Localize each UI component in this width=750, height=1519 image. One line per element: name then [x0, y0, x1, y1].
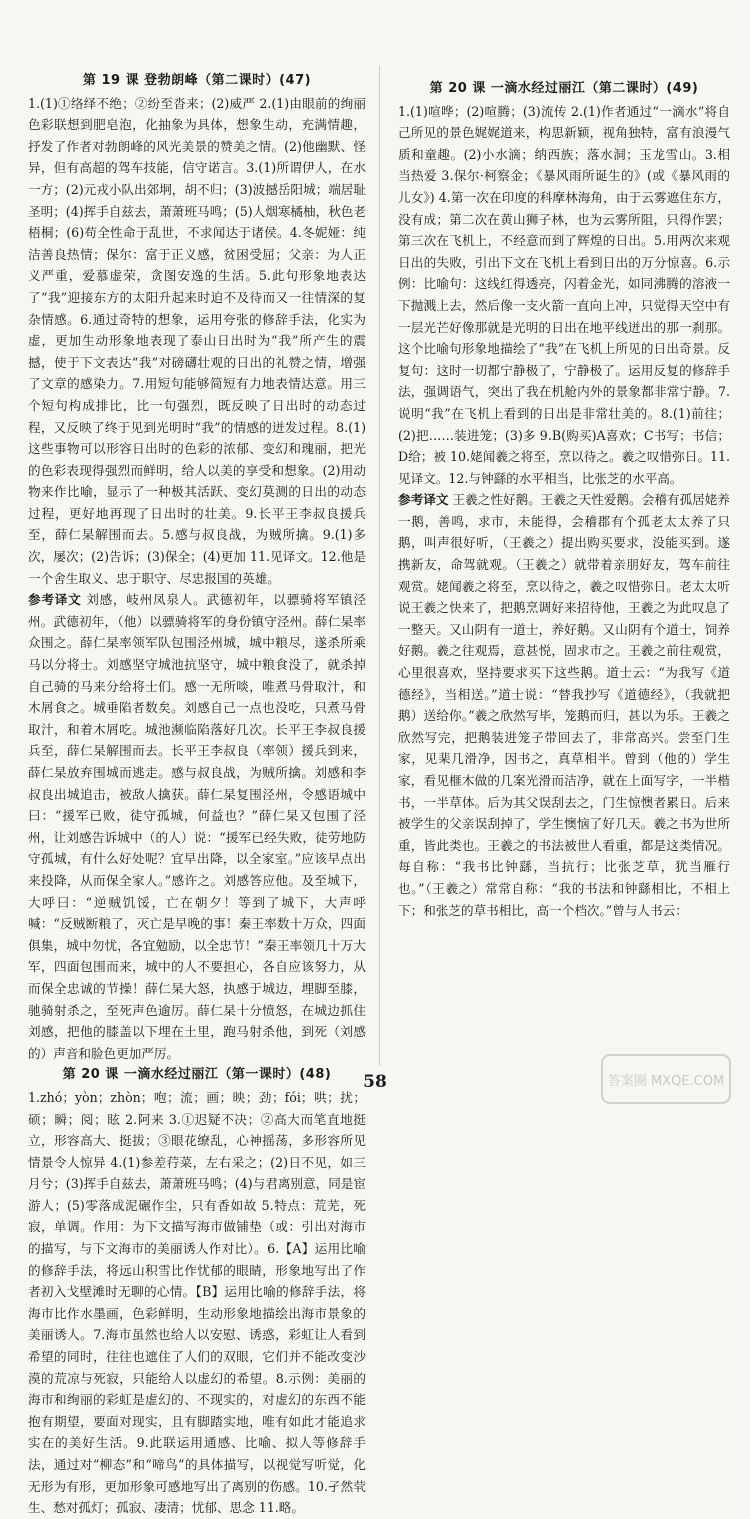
page-number: 58 [363, 1072, 387, 1092]
answer-paragraph [28, 1087, 366, 1519]
paragraph-text: 刘感，岐州凤泉人。武德初年，以骠骑将军镇泾州。武德初年，（他）以骠骑将军的身份镇守泾州。薛仁杲率众围之。薛仁杲率领军队包围泾州城，城中粮尽，遂杀所乘马以分将士。刘感坚守城池抗坚守，城中粮食没了，就杀掉自己骑的马来分给将士们。感一无所啖，唯煮马骨取汁，和木屑食之。城垂陷者数矣。刘感自己一点也没吃，只煮马骨取汁，和着木屑吃。城池濒临陷落好几次。长平王李叔良援兵至，薛仁杲解围而去。长平王李叔良（率领）援兵到来，薛仁杲放弃围城而逃走。感与叔良战，为贼所擒。刘感和李叔良出城追击，被敌人擒获。薛仁杲复围泾州，令感语城中曰：“援军已败，徒守孤城，何益也？”薛仁杲又包围了泾州，让刘感告诉城中（的人）说：“援军已经失败，徒劳地防守孤城，有什么好处呢？宜早出降，以全家室。”应该早点出来投降，从而保全家人。”感许之。刘感答应他。及至城下，大呼曰：“逆贼饥馁，亡在朝夕！等到了城下，大声呼喊：“反贼断粮了，灭亡是早晚的事！秦王率数十万众，四面俱集，城中勿忧，各宜勉励，以全忠节！”秦王率领几十万大军，四面包围而来，城中的人不要担心，各自应该努力，从而保全忠诚的节操！薛仁杲大怒，执感于城边，埋脚至膝，驰骑射杀之，至死声色逾厉。薛仁杲十分愤怒，在城边抓住刘感，把他的膝盖以下埋在土里，跑马射杀他，到死（刘感的）声音和脸色更加严厉。 [28, 592, 366, 1061]
paragraph-text: 王羲之性好鹅。王羲之天性爱鹅。会稽有孤居姥养一鹅，善鸣，求市，未能得，会稽郡有个孤老太太养了只鹅，叫声很好听，（王羲之）提出购买要求，没能买到。遂携新友，命驾就观。（王羲之）就带着亲朋好友，驾车前往观赏。姥闻羲之将至，烹以待之，羲之叹惜弥日。老太太听说王羲之快来了，把鹅烹调好来招待他，王羲之为此叹息了一整天。又山阴有一道士，养好鹅。又山阴有个道士，饲养好鹅。羲之往观焉，意甚悦，固求市之。王羲之前往观赏，心里很喜欢，坚持要求买下这些鹅。道士云：“为我写《道德经》，当相送。”道士说：“替我抄写《道德经》，（我就把鹅）送给你。”羲之欣然写毕，笼鹅而归，甚以为乐。王羲之欣然写完，把鹅装进笼子带回去了，非常高兴。尝至门生家，见棐几滑净，因书之，真草相半。曾到（他的）学生家，看见榧木做的几案光滑而洁净，就在上面写字，一半楷书，一半草体。后为其父误刮去之，门生惊懊者累日。后来被学生的父亲误刮掉了，学生懊恼了好几天。羲之书为世所重，皆此类也。王羲之的书法被世人看重，都是这类情况。每自称：“我书比钟繇，当抗行；比张芝草，犹当雁行也。”（王羲之）常常自称：“我的书法和钟繇相比，不相上下；和张芝的草书相比，高一个档次。”曾与人书云： [398, 492, 731, 918]
section-heading: 第 19 课 登勃朗峰（第二课时）(47) [82, 73, 312, 88]
answer-paragraph [398, 101, 730, 490]
watermark-logo [600, 1051, 732, 1107]
translation-paragraph [28, 589, 366, 1064]
left-column [28, 70, 366, 1516]
watermark-text: 答案圈 MXQE.COM [607, 1074, 725, 1089]
translation-label: 参考译文 [398, 492, 449, 508]
paragraph-text: 1.(1)①络绎不绝；②纷至沓来；(2)威严 2.(1)由眼前的绚丽色彩联想到肥皂泡，化抽象为具体，想象生动，充满情趣，抒发了作者对勃朗峰的风光美景的赞美之情。(2)他幽默、怪异，但有高超的驾车技能，信守诺言。3.(1)所谓伊人，在水一方；(2)元戎小队出郊坰，胡不归；(3)波撼岳阳城；端居耻圣明；(4)挥手自兹去，萧萧班马鸣；(5)人烟寒橘柚，秋色老梧桐；(6)苟全性命于乱世，不求闻达于诸侯。4.冬妮娅：纯洁善良热情；保尔：富于正义感，贫困受屈；父亲：为人正义严重，爱慕虚荣，贪图安逸的生活。5.此句形象地表达了“我”迎接东方的太阳升起来时迫不及待而又一往情深的复杂情感。6.通过奇特的想象，运用夸张的修辞手法，化实为虚，更加生动形象地表现了泰山日出时为“我”所产生的震撼，使于下文表达“我”对磅礴壮观的日出的礼赞之情，增强了文章的感染力。7.用短句能够简短有力地表情达意。用三个短句构成排比，比一句强烈，既反映了日出时的动态过程，又反映了终于见到光明时“我”的情感的迸发过程。8.(1)这些事物可以形容日出时的色彩的浓郁、变幻和瑰丽，把光的色彩表现得强烈而鲜明，给人以美的享受和想象。(2)用动物来作比喻，显示了一种极其活跃、变幻莫测的日出的动态过程，更好地再现了日出时的壮美。9.长平王李叔良援兵至，薛仁杲解围而去。5.感与叔良战，为贼所擒。9.(1)多次，屡次；(2)告诉；(3)保全；(4)更加 11.见译文。12.他是一个舍生取义、忠于职守、尽忠报国的英雄。 [28, 95, 366, 586]
paragraph-text: 1.zhó；yòn；zhòn；咆；流；画；映；劲；fói；哄；扰；硕；瞬；阅；眩 2.阿来 3.①迟疑不决；②高大而笔直地挺立，形容高大、挺拔；③眼花缭乱，心神摇荡，多形容所见情景令人惊异 4.(1)参差荇菜，左右采之；(2)日不见，如三月兮；(3)挥手自兹去，萧萧班马鸣；(4)与君离别意，同是宦游人；(5)零落成泥碾作尘，只有香如故 5.特点：荒芜，死寂，单调。作用：为下文描写海市做铺垫（或：引出对海市的描写，与下文海市的美丽诱人作对比）。6.【A】运用比喻的修辞手法，将远山积雪比作忧郁的眼睛，形象地写出了作者初入戈壁滩时无聊的心情。【B】运用比喻的修辞手法，将海市比作水墨画，色彩鲜明，生动形象地描绘出海市景象的美丽诱人。7.海市虽然也给人以安慰、诱惑，彩虹让人看到希望的同时，往往也遮住了人们的双眼，它们并不能改变沙漠的荒凉与死寂，只能给人以虚幻的希望。8.示例：美丽的海市和绚丽的彩虹是虚幻的、不现实的，对虚幻的东西不能抱有期望，要面对现实，且有脚踏实地，唯有如此才能追求实在的美好生活。9.此联运用通感、比喻、拟人等修辞手法，通过对“柳态”和“啼鸟”的具体描写，以视觉写听觉，化无形为有形，更加形象可感地写出了离别的伤感。10.孑然茕生、愁对孤灯；孤寂、凄清；忧郁、思念 11.略。 [28, 1089, 366, 1516]
column-divider [379, 66, 380, 1066]
answer-paragraph [28, 93, 366, 590]
right-column [398, 78, 730, 1068]
section-heading: 第 20 课 一滴水经过丽江（第二课时）(49) [429, 81, 699, 96]
translation-label: 参考译文 [28, 592, 82, 608]
section-heading: 第 20 课 一滴水经过丽江（第一课时）(48) [62, 1067, 332, 1083]
paragraph-text: 1.(1)喧哗；(2)喧腾；(3)流传 2.(1)作者通过“一滴水”将自己所见的景色娓娓道来，构思新颖，视角独特，富有浪漫气质和童趣。(2)小水滴；纳西族；落水洞；玉龙雪山。3.相当热爱 3.保尔·柯察金；《暴风雨所诞生的》(或《暴风雨的儿女》) 4.第一次在印度的科摩林海角，由于云雾遮住东方，没有成；第二次在黄山狮子林，也为云雾所阻，只得作罢；第三次在飞机上，不经意而到了辉煌的日出。5.用两次来观日出的失败，引出下文在飞机上看到日出的万分惊喜。6.示例：比喻句：这线红得透亮，闪着金光，如同沸腾的溶液一下抛溅上去，然后像一支火箭一直向上冲，只觉得天空中有一层光芒好像那就是光明的日出在地平线迸出的那一刹那。这个比喻句形象地描绘了“我”在飞机上所见的日出奇景。反复句：这时一切都宁静极了，宁静极了。运用反复的修辞手法，强调语气，突出了我在机舱内外的景象都非常宁静。7.说明“我”在飞机上看到的日出是非常壮美的。8.(1)前往；(2)把……装进笼；(3)多 9.B(购买)A喜欢；C书写；书信；D给；被 10.姥闻羲之将至，烹以待之。羲之叹惜弥日。11.见译文。12.与钟繇的水平相当，比张芝的水平高。 [398, 103, 730, 486]
translation-paragraph [398, 489, 730, 921]
